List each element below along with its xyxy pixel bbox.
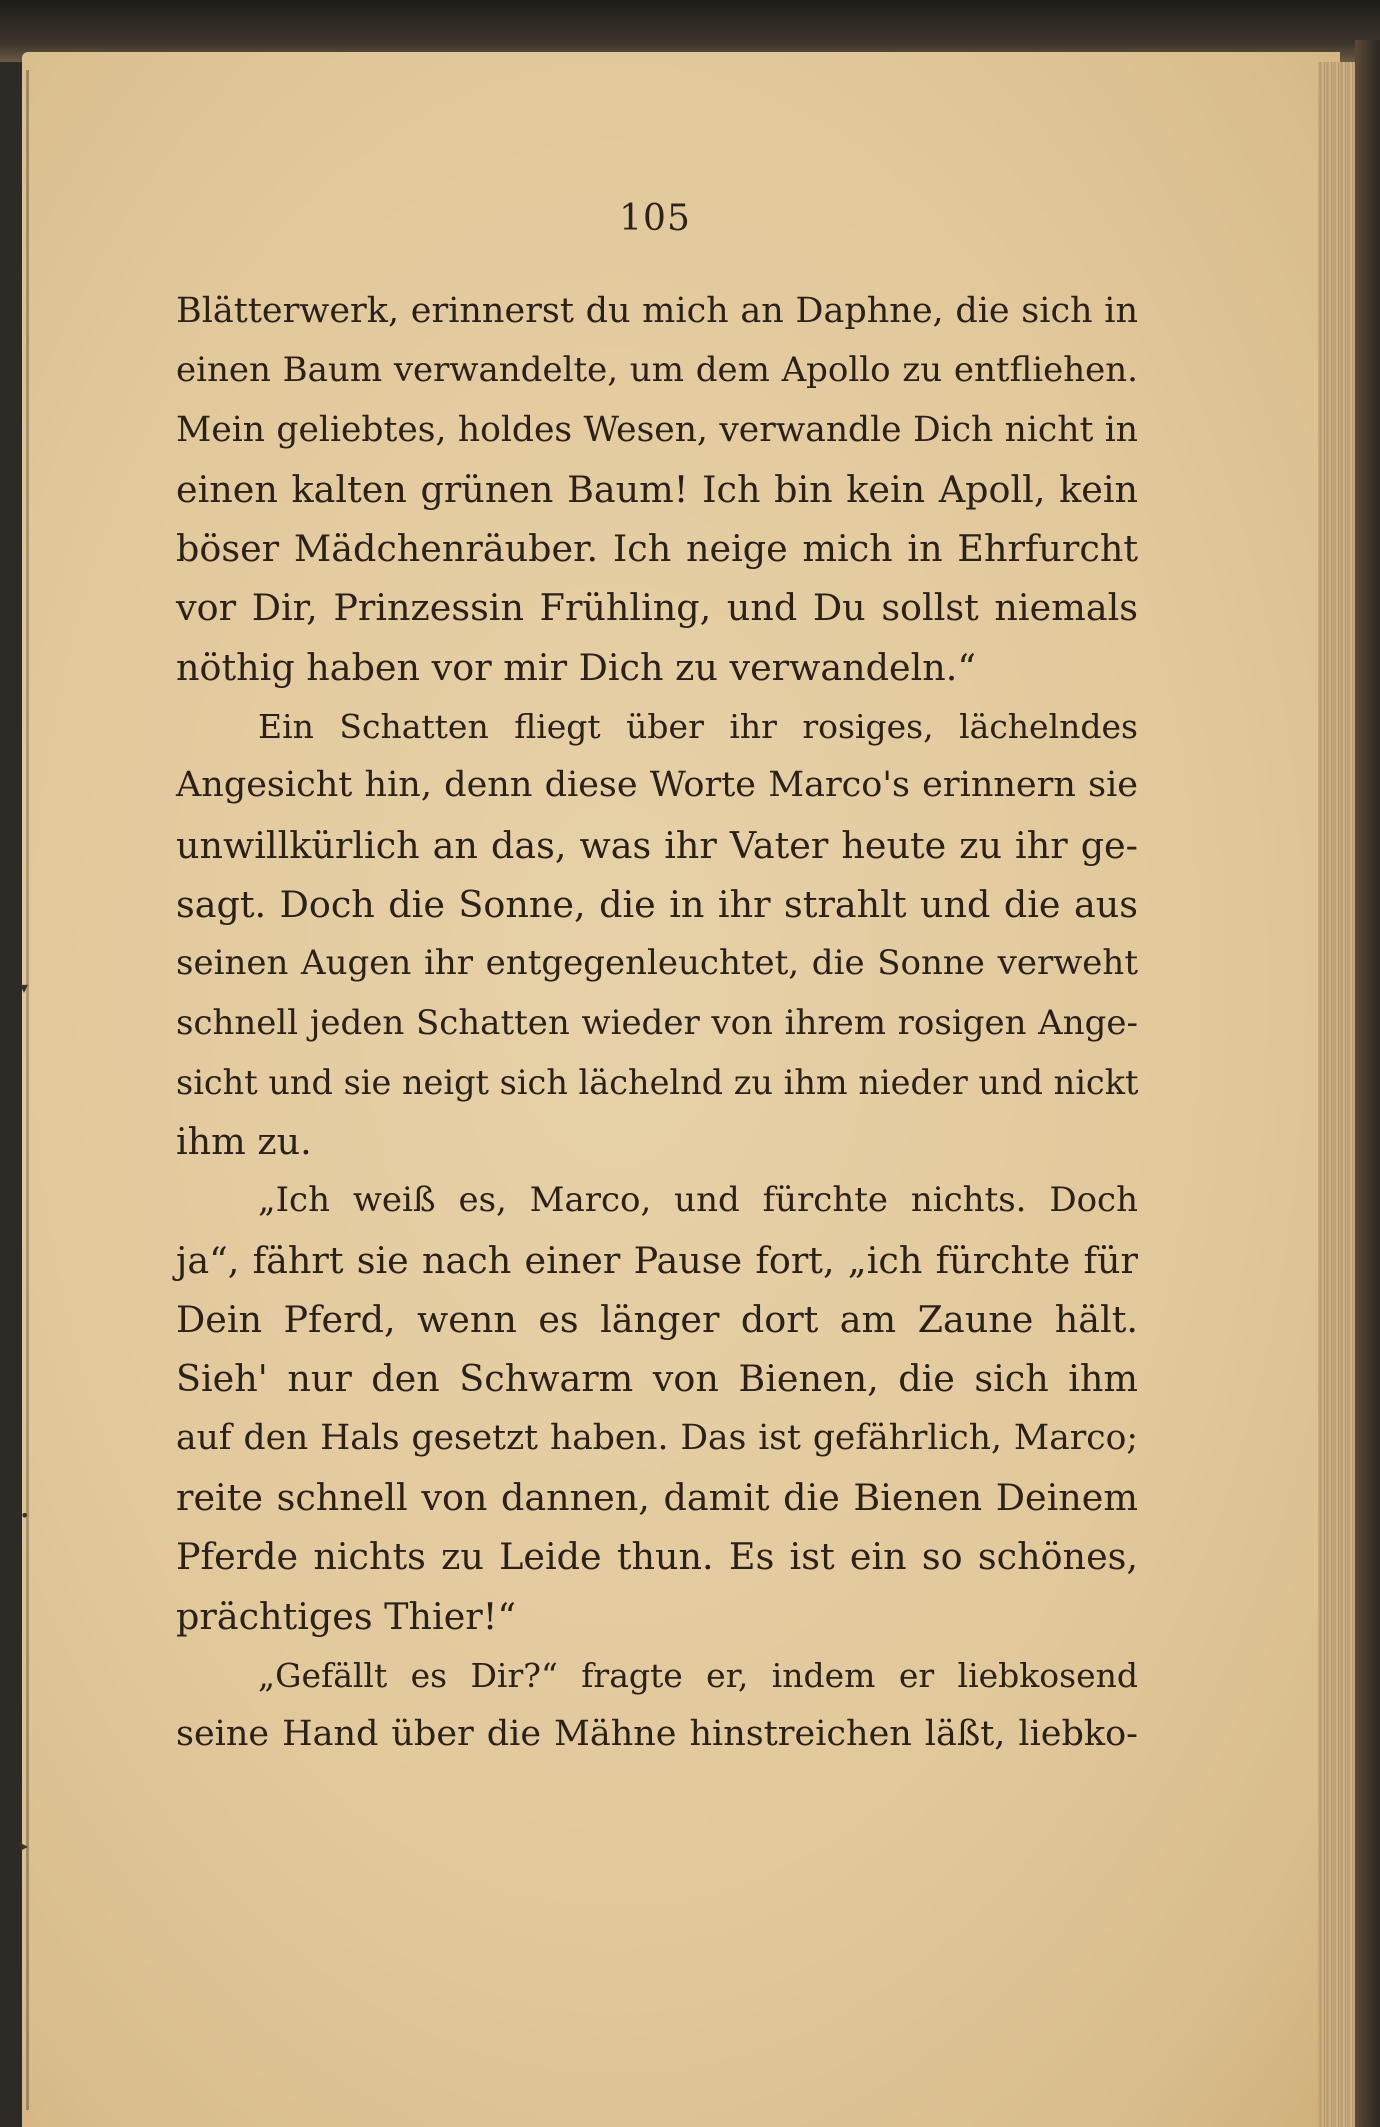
text-line: einen kalten grünen Baum! Ich bin kein Apoll, kein [176,467,1138,511]
text-line: Angesicht hin, denn diese Worte Marco's erinnern sie [176,765,1138,806]
text-line: Sieh' nur den Schwarm von Bienen, die sich ihm [176,1357,1138,1401]
text-line: reite schnell von dannen, damit die Bienen Deinem [176,1475,1138,1519]
text-line: böser Mädchenräuber. Ich neige mich in Ehrfurcht [176,527,1138,571]
text-line: Ein Schatten fliegt über ihr rosiges, lächelndes [258,707,1138,747]
page-number: 105 [619,198,691,239]
text-line: einen Baum verwandelte, um dem Apollo zu entfliehen. [176,350,1138,391]
body-text [176,282,1138,1764]
text-line: ihm zu. [176,1120,312,1164]
text-line: Mein geliebtes, holdes Wesen, verwandle Dich nicht in [176,409,1138,450]
text-line: unwillkürlich an das, was ihr Vater heute zu ihr ge- [176,823,1138,867]
book-cover-edge [1355,40,1380,2127]
text-line: Blätterwerk, erinnerst du mich an Daphne, die sich in [176,291,1138,331]
text-line: prächtiges Thier!“ [176,1594,517,1638]
text-line: ja“, fährt sie nach einer Pause fort, „ich fürchte für [176,1238,1138,1282]
text-line: auf den Hals gesetzt haben. Das ist gefährlich, Marco; [176,1417,1138,1458]
text-line: sagt. Doch die Sonne, die in ihr strahlt und die aus [176,882,1138,926]
text-line: seinen Augen ihr entgegenleuchtet, die Sonne verweht [176,943,1138,984]
text-line: Pferde nichts zu Leide thun. Es ist ein so schönes, [176,1535,1138,1579]
text-line: nöthig haben vor mir Dich zu verwandeln.“ [176,645,977,689]
margin-mark-arrow-2: ▸ [20,1836,29,1855]
gutter-fold [26,70,29,2110]
margin-mark-arrow-1: ▾ [20,978,29,997]
text-line: „Ich weiß es, Marco, und fürchte nichts. Doch [258,1180,1138,1221]
margin-mark-dot: • [20,1506,30,1525]
text-line: Dein Pferd, wenn es länger dort am Zaune hält. [176,1298,1138,1342]
text-line: seine Hand über die Mähne hinstreichen läßt, liebko- [176,1714,1138,1755]
text-line: „Gefällt es Dir?“ fragte er, indem er liebkosend [258,1655,1138,1695]
text-line: vor Dir, Prinzessin Frühling, und Du sollst niemals [176,586,1138,630]
text-line: schnell jeden Schatten wieder von ihrem rosigen Ange- [176,1002,1138,1043]
text-line: sicht und sie neigt sich lächelnd zu ihm nieder und nickt [176,1062,1139,1102]
